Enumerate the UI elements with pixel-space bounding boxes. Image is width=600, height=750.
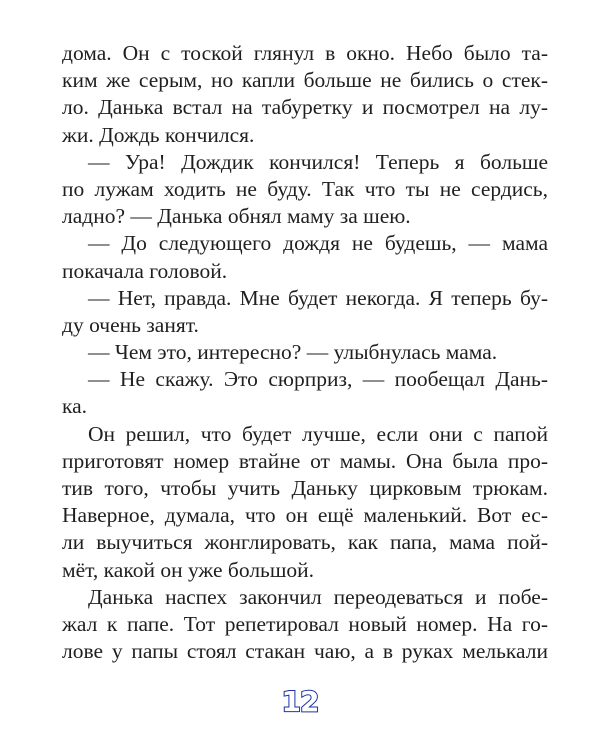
- text-line: ли выучиться жонглировать, как папа, мама пой-: [62, 530, 548, 555]
- text-line: тив того, чтобы учить Даньку цирковым трюкам.: [62, 476, 548, 500]
- text-line: — Чем это, интересно? — улыбнулась мама.: [88, 340, 498, 365]
- paragraph: [62, 584, 548, 666]
- paragraph: [62, 40, 548, 149]
- text-line: ло. Данька встал на табуретку и посмотрел на лу-: [62, 95, 548, 120]
- paragraph: [62, 339, 548, 366]
- text-line: мёт, какой он уже большой.: [62, 557, 315, 582]
- paragraph: [62, 149, 548, 231]
- text-line: Данька наспех закончил переодеваться и побе-: [88, 584, 548, 609]
- text-line: ким же серым, но капли больше не бились о стек-: [62, 68, 548, 93]
- page-number: 12: [281, 685, 319, 718]
- text-line: Наверное, думала, что он ещё маленький. Вот ес-: [62, 503, 548, 528]
- text-line: жи. Дождь кончился.: [62, 122, 255, 147]
- paragraph: [62, 366, 548, 420]
- text-line: — До следующего дождя не будешь, — мама: [88, 231, 548, 256]
- text-line: приготовят номер втайне от мамы. Она была про-: [62, 448, 548, 473]
- paragraph: [62, 285, 548, 339]
- text-line: по лужам ходить не буду. Так что ты не сердись,: [62, 176, 548, 201]
- body-text: [62, 40, 548, 665]
- text-line: жал к папе. Тот репетировал новый номер. На го-: [62, 611, 548, 636]
- paragraph: [62, 230, 548, 284]
- text-line: покачала головой.: [62, 258, 228, 283]
- text-line: ладно? — Данька обнял маму за шею.: [62, 204, 411, 229]
- text-line: — Ура! Дождик кончился! Теперь я больше: [88, 149, 548, 174]
- text-line: лове у папы стоял стакан чаю, а в руках мелькали: [62, 639, 548, 664]
- text-line: ду очень занят.: [62, 312, 199, 337]
- text-line: Он решил, что будет лучше, если они с папой: [88, 421, 548, 446]
- paragraph: [62, 421, 548, 584]
- text-line: — Нет, правда. Мне будет некогда. Я теперь бу-: [88, 285, 548, 310]
- text-line: ка.: [62, 394, 88, 419]
- text-line: дома. Он с тоской глянул в окно. Небо было та-: [62, 41, 548, 65]
- text-line: — Не скажу. Это сюрприз, — пообещал Дань-: [88, 367, 548, 392]
